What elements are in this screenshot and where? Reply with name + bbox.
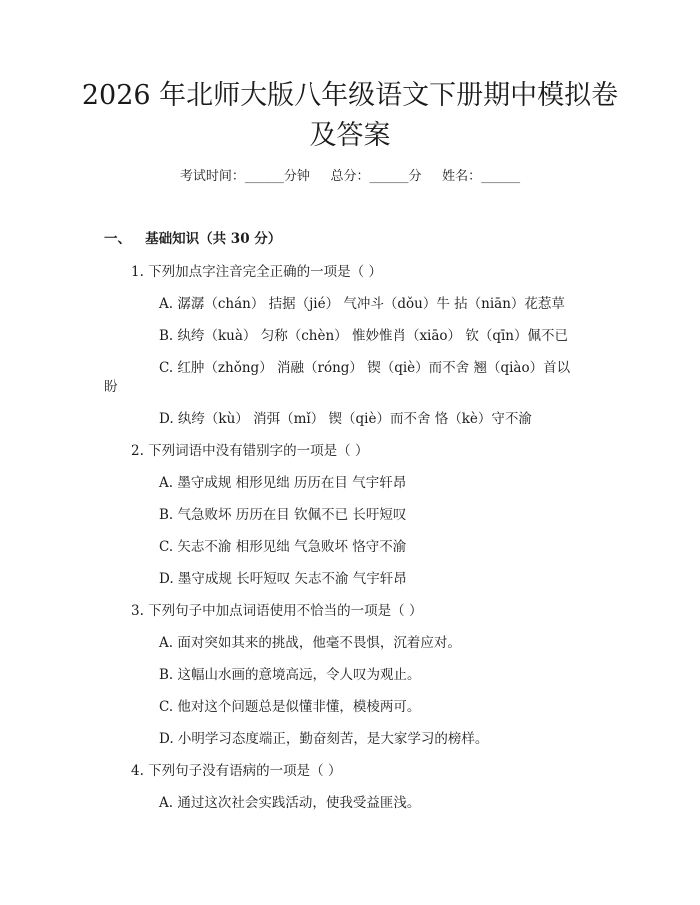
question-1-option-b: B. 纨绔（kuà） 匀称（chèn） 惟妙惟肖（xiāo） 钦（qīn）佩不已 bbox=[159, 328, 569, 344]
question-4-option-a: A. 通过这次社会实践活动，使我受益匪浅。 bbox=[159, 795, 421, 811]
question-3-option-c: C. 他对这个问题总是似懂非懂，模棱两可。 bbox=[159, 699, 421, 715]
question-2-option-c: C. 矢志不渝 相形见绌 气急败坏 恪守不渝 bbox=[159, 539, 407, 555]
question-1-option-d: D. 纨绔（kù） 消弭（mǐ） 锲（qiè）而不舍 恪（kè）守不渝 bbox=[159, 411, 532, 427]
question-1-option-c-continued: 盼 bbox=[104, 379, 118, 395]
exam-title-line-1: 2026 年北师大版八年级语文下册期中模拟卷 bbox=[81, 80, 619, 111]
question-3-option-b: B. 这幅山水画的意境高远，令人叹为观止。 bbox=[159, 667, 421, 683]
question-2-stem: 2. 下列词语中没有错别字的一项是（ ） bbox=[131, 443, 369, 459]
question-1-option-a: A. 潺潺（chán） 拮据（jié） 气冲斗（dǒu）牛 拈（niān）花惹草 bbox=[159, 296, 565, 312]
question-2-option-d: D. 墨守成规 长吁短叹 矢志不渝 气宇轩昂 bbox=[159, 571, 407, 587]
question-1-option-c: C. 红肿（zhǒng） 消融（róng） 锲（qiè）而不舍 翘（qiào）首以 bbox=[159, 360, 571, 376]
question-2-option-a: A. 墨守成规 相形见绌 历历在目 气宇轩昂 bbox=[159, 475, 407, 491]
exam-title-line-2: 及答案 bbox=[309, 120, 391, 151]
question-2-option-b: B. 气急败坏 历历在目 钦佩不已 长吁短叹 bbox=[159, 507, 407, 523]
question-3-stem: 3. 下列句子中加点词语使用不恰当的一项是（ ） bbox=[131, 603, 423, 619]
question-1-stem: 1. 下列加点字注音完全正确的一项是（ ） bbox=[131, 264, 382, 280]
question-3-option-a: A. 面对突如其来的挑战，他毫不畏惧，沉着应对。 bbox=[159, 635, 461, 651]
exam-info-line: 考试时间：______分钟 总分：______分 姓名：______ bbox=[179, 169, 521, 184]
section-heading-basic-knowledge: 一、 基础知识（共 30 分） bbox=[104, 231, 282, 247]
question-3-option-d: D. 小明学习态度端正，勤奋刻苦，是大家学习的榜样。 bbox=[159, 731, 489, 747]
exam-title bbox=[70, 76, 630, 156]
question-4-stem: 4. 下列句子没有语病的一项是（ ） bbox=[131, 763, 342, 779]
